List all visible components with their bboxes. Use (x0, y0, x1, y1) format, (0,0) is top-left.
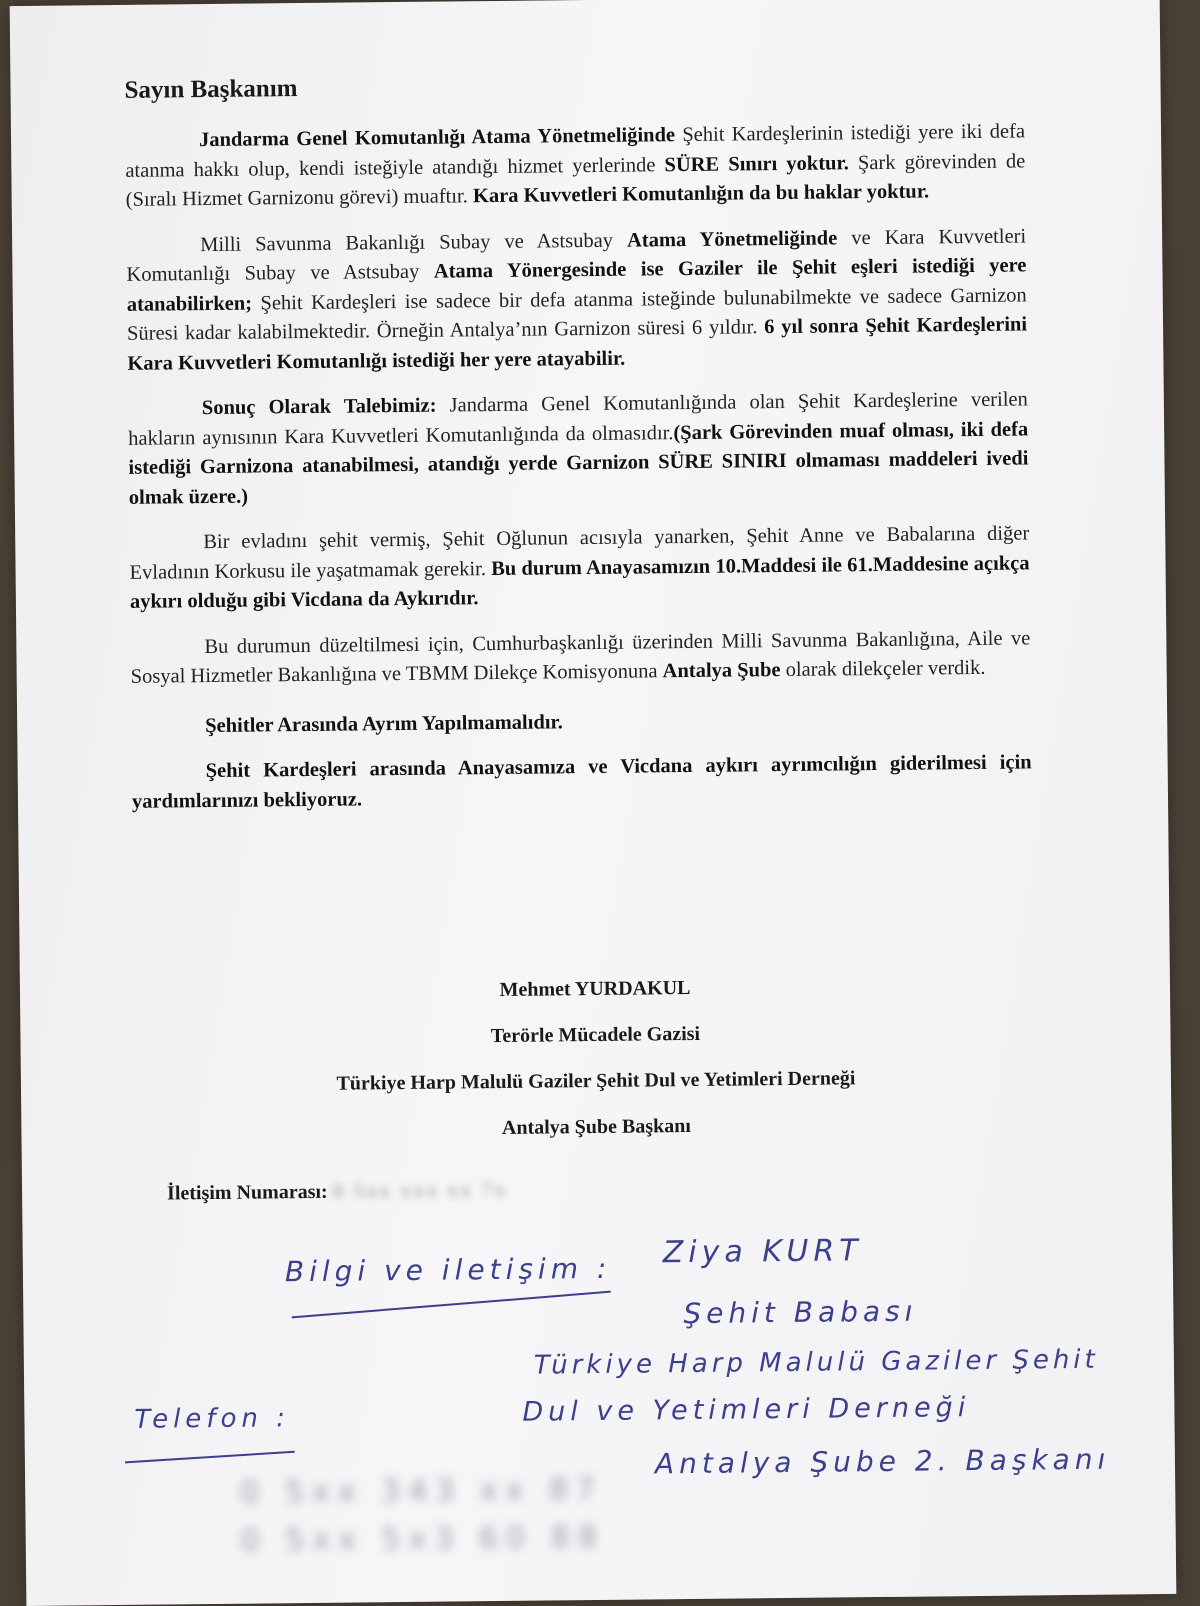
text-segment: Şehit Kardeşlerinin istediği yere iki defa atanma hakkı olup, kendi isteğiyle atandığı hizmet yerlerinde (125, 120, 1026, 182)
text-segment: Şark görevinden de (Sıralı Hizmet Garnizonu görevi) muaftır. (125, 149, 1026, 211)
handwritten-phone2-redacted: 0 5xx 5x3 60 88 (240, 1519, 606, 1559)
handwritten-phone1-redacted: 0 5xx 343 xx 87 (240, 1471, 604, 1511)
handwritten-contact-role: Şehit Babası (683, 1294, 918, 1331)
underline-info (292, 1291, 611, 1319)
contact-label: İletişim Numarası: (166, 1180, 328, 1205)
paragraph-7: Şehit Kardeşleri arasında Anayasamıza ve Vicdana aykırı ayrımcılığın giderilmesi için yardımlarınızı bekliyoruz. (131, 751, 1032, 813)
text-segment: Antalya Şube (662, 659, 781, 683)
text-segment: SÜRE Sınırı yoktur. (664, 151, 849, 176)
text-segment: Atama Yönergesinde ise Gaziler ile Şehit eşleri istediği yere atanabilirken; (126, 254, 1027, 316)
handwritten-org-line3: Antalya Şube 2. Başkanı (654, 1442, 1111, 1481)
paragraph-6: Şehitler Arasında Ayrım Yapılmamalıdır. (205, 710, 563, 737)
text-segment: Kara Kuvvetleri Komutanlığın da bu haklar yoktur. (472, 180, 930, 208)
paragraph-1 (125, 117, 1026, 215)
signature-name: Mehmet YURDAKUL (499, 976, 691, 1001)
letter-body (125, 117, 1032, 832)
paragraph-4 (129, 519, 1030, 617)
text-segment: olarak dilekçeler verdik. (780, 656, 986, 682)
contact-line (167, 1179, 508, 1206)
paragraph-2 (126, 222, 1027, 379)
handwritten-phone-label: Telefon : (134, 1403, 291, 1435)
text-segment: Bir evladını şehit vermiş, Şehit Oğlunun acısıyla yanarken, Şehit Anne ve Babalarına diğer Evladının Korkusu ile yaşatmamak gerekir. (129, 522, 1030, 584)
handwritten-org-line1: Türkiye Harp Malulü Gaziler Şehit (533, 1344, 1099, 1381)
text-segment: Jandarma Genel Komutanlığında olan Şehit Kardeşlerine verilen hakların aynısının Kara Kuvvetleri Komutanlığında da olmasıdır. (128, 388, 1028, 450)
paragraph-5 (130, 624, 1031, 692)
text-segment: Sonuç Olarak Talebimiz: (201, 394, 437, 420)
text-segment: Milli Savunma Bakanlığı Subay ve Astsubay (200, 229, 628, 256)
text-segment: ve Kara Kuvvetleri Komutanlığı Subay ve Astsubay (126, 224, 1027, 286)
paragraph-3 (128, 385, 1029, 512)
underline-phone (125, 1451, 295, 1464)
signature-title: Terörle Mücadele Gazisi (490, 1022, 701, 1048)
letter-paper (10, 0, 1177, 1606)
text-segment: Atama Yönetmeliğinde (626, 226, 838, 252)
contact-number-redacted: 0 5xx xxx xx 7x (332, 1178, 508, 1203)
text-segment: Şehit Kardeşleri ise sadece bir defa atanma isteğinde bulunabilmekte ve sadece Garnizon Süresi kadar kalabilmektedir. Örneğin Antalya’nın Garnizon süresi 6 yıldır. (126, 283, 1027, 345)
handwritten-org-line2: Dul ve Yetimleri Derneği (522, 1392, 971, 1428)
text-segment: 6 yıl sonra Şehit Kardeşlerini Kara Kuvvetleri Komutanlığı istediği her yere atayabilir. (127, 313, 1028, 375)
text-segment: Jandarma Genel Komutanlığı Atama Yönetmeliğinde (198, 124, 676, 152)
signature-organization: Türkiye Harp Malulü Gaziler Şehit Dul ve Yetimleri Derneği (336, 1067, 856, 1095)
handwritten-info-label: Bilgi ve iletişim : (284, 1251, 612, 1289)
handwritten-contact-name: Ziya KURT (662, 1233, 863, 1271)
signature-position: Antalya Şube Başkanı (501, 1114, 692, 1139)
text-segment: Bu durumun düzeltilmesi için, Cumhurbaşkanlığı üzerinden Milli Savunma Bakanlığına, Aile ve Sosyal Hizmetler Bakanlığına ve TBMM Dilekçe Komisyonuna (130, 626, 1031, 688)
salutation: Sayın Başkanım (124, 75, 298, 104)
text-segment: (Şark Görevinden muaf olması, iki defa istediği Garnizona atanabilmesi, atandığı yerde Garnizon SÜRE SINIRI olmaması maddeleri ivedi olmak üzere.) (128, 417, 1029, 509)
text-segment: Bu durum Anayasamızın 10.Maddesi ile 61.Maddesine açıkça aykırı olduğu gibi Vicdana da Aykırıdır. (129, 551, 1030, 613)
